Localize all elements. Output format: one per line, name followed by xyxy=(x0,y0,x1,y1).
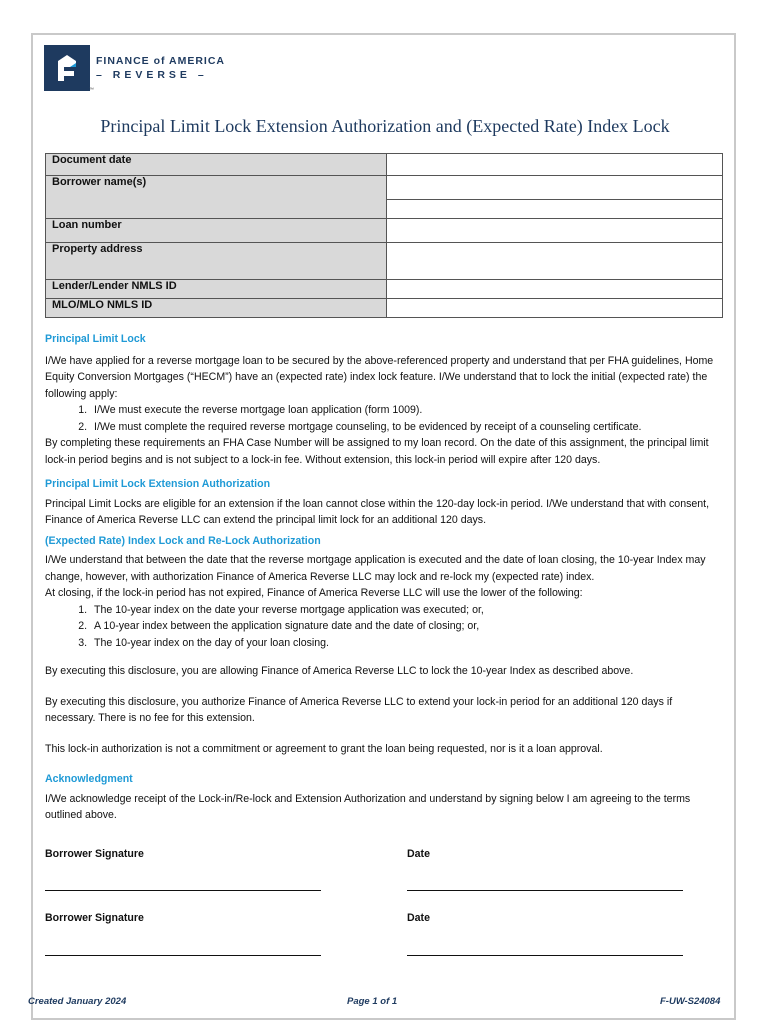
loan-number-label: Loan number xyxy=(46,219,387,243)
borrower-name-field-2[interactable] xyxy=(387,200,723,219)
date-label-2: Date xyxy=(407,912,430,924)
list-item: 1. The 10-year index on the date your reverse mortgage application was executed; or, xyxy=(90,602,725,619)
list-item: 3. The 10-year index on the day of your loan closing. xyxy=(90,635,725,652)
date-label-1: Date xyxy=(407,848,430,860)
date-line-2[interactable] xyxy=(407,955,683,956)
borrower-signature-line-1[interactable] xyxy=(45,890,321,891)
loan-info-table xyxy=(45,153,723,318)
logo-subtext: – REVERSE – xyxy=(96,69,208,81)
lender-nmls-label: Lender/Lender NMLS ID xyxy=(46,280,387,299)
document-date-label: Document date xyxy=(46,154,387,176)
footer-form-id: F-UW-S24084 xyxy=(660,996,721,1007)
pll-heading: Principal Limit Lock xyxy=(45,333,146,345)
list-item: 2. A 10-year index between the application signature date and the date of closing; or, xyxy=(90,618,725,635)
loan-number-field[interactable] xyxy=(387,219,723,243)
idx-list xyxy=(45,602,725,652)
document-date-field[interactable] xyxy=(387,154,723,176)
borrower-signature-line-2[interactable] xyxy=(45,955,321,956)
trademark: ™ xyxy=(89,87,94,93)
footer-page-number: Page 1 of 1 xyxy=(347,996,398,1007)
borrower-signature-label-2: Borrower Signature xyxy=(45,912,144,924)
logo-mark-icon xyxy=(44,45,90,91)
idx-heading: (Expected Rate) Index Lock and Re-Lock Authorization xyxy=(45,534,321,547)
list-item: 2. I/We must complete the required reverse mortgage counseling, to be evidenced by receipt of a counseling certificate. xyxy=(90,419,725,436)
borrower-signature-label-1: Borrower Signature xyxy=(45,848,144,860)
pll-list xyxy=(45,402,725,435)
execution-text-2: By executing this disclosure, you authorize Finance of America Reverse LLC to extend your lock-in period for an additional 120 days if necessary. There is no fee for this extension. xyxy=(45,695,673,724)
document-title: Principal Limit Lock Extension Authorization and (Expected Rate) Index Lock xyxy=(100,116,670,136)
idx-text-1: I/We understand that between the date that the reverse mortgage application is executed and the date of loan closing, the 10-year Index may change, however, with authorization Finance of America Reverse LLC may lock and re-lock my (expected rate) index. xyxy=(45,554,706,583)
property-address-label: Property address xyxy=(46,243,387,280)
date-line-1[interactable] xyxy=(407,890,683,891)
disclosure-content xyxy=(45,331,725,824)
mlo-nmls-field[interactable] xyxy=(387,299,723,318)
signature-section xyxy=(45,848,725,988)
footer-created: Created January 2024 xyxy=(28,996,127,1007)
notice-text: This lock-in authorization is not a commitment or agreement to grant the loan being requested, nor is it a loan approval. xyxy=(45,742,603,755)
ack-text: I/We acknowledge receipt of the Lock-in/Re-lock and Extension Authorization and understand by signing below I am agreeing to the terms outlined above. xyxy=(45,792,691,821)
borrower-name-field-1[interactable] xyxy=(387,176,723,200)
lender-nmls-field[interactable] xyxy=(387,280,723,299)
pll-intro: I/We have applied for a reverse mortgage loan to be secured by the above-referenced property and understand that per FHA guidelines, Home Equity Conversion Mortgages (“HECM”) have an (expected rate) index lock feature. I/We understand that to lock the initial (expected rate) the following apply: xyxy=(45,354,714,400)
ext-heading: Principal Limit Lock Extension Authorization xyxy=(45,478,271,490)
borrower-names-label: Borrower name(s) xyxy=(46,176,387,219)
execution-text-1: By executing this disclosure, you are allowing Finance of America Reverse LLC to lock the 10-year Index as described above. xyxy=(45,665,634,677)
ext-text: Principal Limit Locks are eligible for an extension if the loan cannot close within the 120-day lock-in period. I/We understand that with consent, Finance of America Reverse LLC can extend the principal limit lock for an additional 120 days. xyxy=(45,497,710,526)
company-logo xyxy=(44,45,234,95)
idx-text-2: At closing, if the lock-in period has not expired, Finance of America Reverse LLC will use the lower of the following: xyxy=(45,587,583,599)
mlo-nmls-label: MLO/MLO NMLS ID xyxy=(46,299,387,318)
logo-text: FINANCE of AMERICA xyxy=(96,55,226,67)
ack-heading: Acknowledgment xyxy=(45,773,133,785)
list-item: 1. I/We must execute the reverse mortgage loan application (form 1009). xyxy=(90,402,725,419)
property-address-field[interactable] xyxy=(387,243,723,280)
pll-closing: By completing these requirements an FHA Case Number will be assigned to my loan record. On the date of this assignment, the principal limit lock-in period begins and is not subject to a lock-in fee. Without extension, this lock-in period will expire after 120 days. xyxy=(45,437,709,466)
